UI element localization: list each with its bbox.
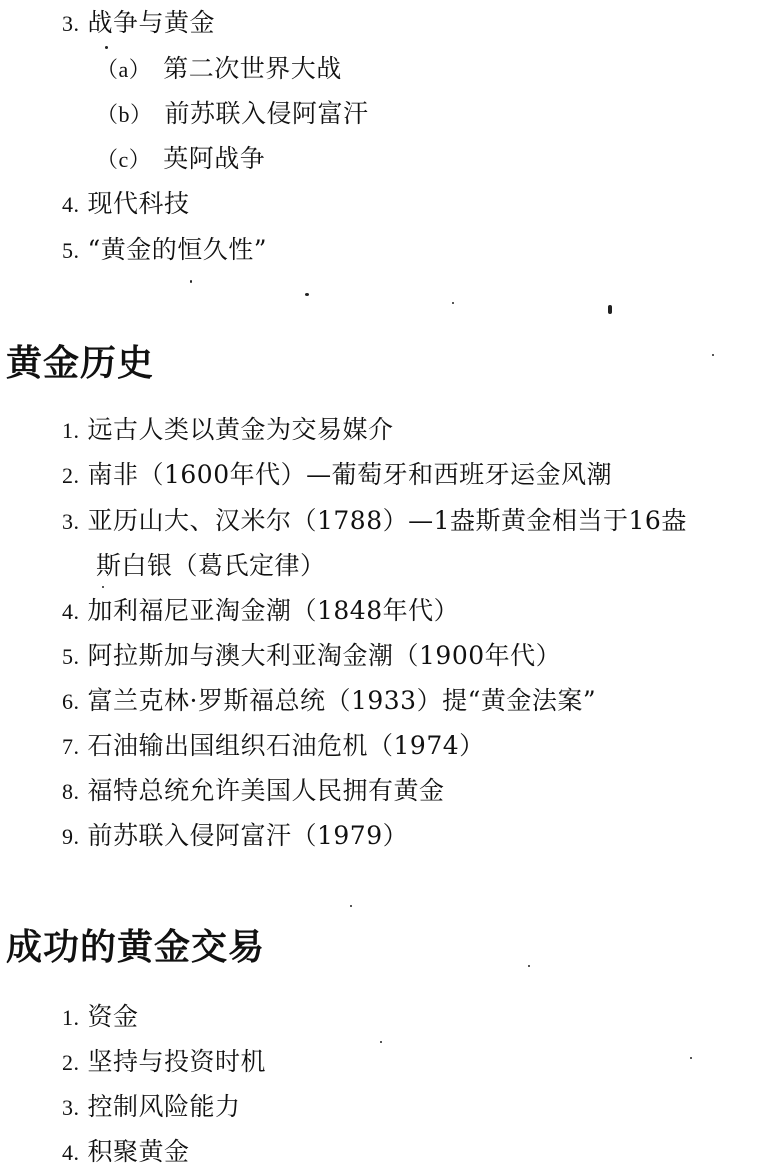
- list-item: [62, 774, 445, 809]
- list-number: 5.: [62, 238, 80, 263]
- list-text: 现代科技: [87, 189, 190, 218]
- list-number: 1.: [62, 1005, 80, 1030]
- section-heading-history: 黄金历史: [6, 343, 155, 384]
- scan-speck: [380, 1041, 382, 1043]
- scan-speck: [105, 46, 108, 49]
- list-item: [62, 6, 215, 41]
- list-number: 4.: [62, 192, 80, 217]
- list-text: 远古人类以黄金为交易媒介: [87, 415, 394, 444]
- list-item: [62, 233, 267, 268]
- scan-speck: [102, 586, 104, 588]
- list-text: 积聚黄金: [87, 1137, 190, 1166]
- list-number: 9.: [62, 824, 80, 849]
- scan-speck: [350, 905, 352, 907]
- list-text: 坚持与投资时机: [87, 1047, 267, 1076]
- list-number: 3.: [62, 11, 80, 36]
- list-text: “黄金的恒久性”: [87, 235, 268, 264]
- list-item: [62, 594, 459, 629]
- scan-speck: [528, 965, 530, 967]
- list-subitem: [96, 52, 342, 87]
- list-subitem: [96, 142, 265, 177]
- list-item: [62, 1045, 266, 1080]
- list-item: [62, 729, 485, 764]
- scan-speck: [608, 305, 612, 314]
- list-text: 福特总统允许美国人民拥有黄金: [87, 776, 445, 805]
- list-text: 英阿战争: [163, 144, 266, 173]
- list-text: 前苏联入侵阿富汗: [164, 99, 369, 128]
- list-number: （a）: [96, 57, 152, 82]
- list-text: 前苏联入侵阿富汗（1979）: [87, 821, 409, 850]
- list-item-continuation: [96, 549, 326, 583]
- list-number: 4.: [62, 599, 80, 624]
- list-text: 加利福尼亚淘金潮（1848年代）: [87, 596, 460, 625]
- list-number: 1.: [62, 418, 80, 443]
- list-text: 阿拉斯加与澳大利亚淘金潮（1900年代）: [87, 641, 562, 670]
- list-subitem: [96, 97, 369, 132]
- list-text: 石油输出国组织石油危机（1974）: [87, 731, 485, 760]
- list-number: 6.: [62, 689, 80, 714]
- list-number: 2.: [62, 1050, 80, 1075]
- list-number: 5.: [62, 644, 80, 669]
- list-item: [62, 187, 190, 222]
- list-item: [62, 1090, 241, 1125]
- list-text: 南非（1600年代）—葡萄牙和西班牙运金风潮: [87, 460, 613, 489]
- list-item: [62, 819, 408, 854]
- list-text: 斯白银（葛氏定律）: [96, 551, 326, 580]
- list-text: 控制风险能力: [87, 1092, 241, 1121]
- list-text: 战争与黄金: [87, 8, 216, 37]
- scan-speck: [190, 280, 192, 283]
- list-item: [62, 1000, 139, 1035]
- list-text: 亚历山大、汉米尔（1788）—1盎斯黄金相当于16盎: [87, 506, 687, 535]
- list-number: 3.: [62, 509, 80, 534]
- scan-speck: [712, 354, 714, 356]
- list-item: [62, 413, 394, 448]
- list-item: [62, 684, 596, 719]
- list-item: [62, 639, 561, 674]
- list-number: （b）: [96, 102, 153, 127]
- list-item: [62, 458, 612, 493]
- list-number: （c）: [96, 147, 152, 172]
- list-text: 第二次世界大战: [163, 54, 342, 83]
- list-number: 2.: [62, 463, 80, 488]
- list-number: 7.: [62, 734, 80, 759]
- list-item: [62, 504, 687, 539]
- scan-speck: [452, 302, 454, 304]
- list-number: 4.: [62, 1140, 80, 1165]
- list-number: 8.: [62, 779, 80, 804]
- section-heading-success: 成功的黄金交易: [6, 927, 266, 968]
- scan-speck: [690, 1057, 692, 1059]
- scan-speck: [305, 293, 309, 296]
- list-text: 富兰克林·罗斯福总统（1933）提“黄金法案”: [87, 686, 597, 715]
- list-item: [62, 1135, 190, 1170]
- list-number: 3.: [62, 1095, 80, 1120]
- list-text: 资金: [87, 1002, 139, 1031]
